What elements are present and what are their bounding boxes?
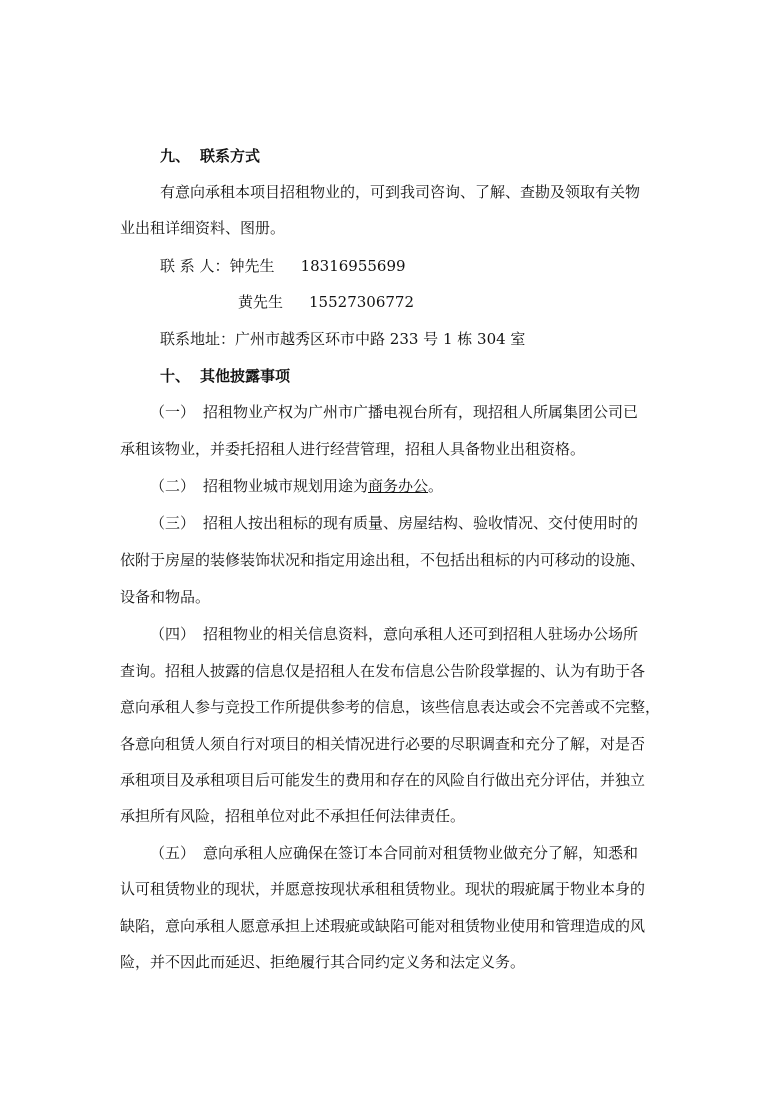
address-label: 联系地址： xyxy=(160,330,236,348)
section-9-number: 九、 xyxy=(160,147,191,165)
disclosure-item-4-line-6: 承担所有风险，招租单位对此不承担任何法律责任。 xyxy=(120,807,466,825)
contact-name: 钟先生 xyxy=(229,257,275,275)
disclosure-item-4-line-4: 各意向租赁人须自行对项目的相关情况进行必要的尽职调查和充分了解，对是否 xyxy=(120,735,646,753)
disclosure-item-3-line-1: （三） 招租人按出租标的现有质量、房屋结构、验收情况、交付使用时的 xyxy=(150,514,639,532)
disclosure-item-5-line-4: 险，并不因此而延迟、拒绝履行其合同约定义务和法定义务。 xyxy=(120,953,526,971)
disclosure-item-4-line-5: 承租项目及承租项目后可能发生的费用和存在的风险自行做出充分评估，并独立 xyxy=(120,771,646,789)
section-9-title: 联系方式 xyxy=(200,147,261,165)
disclosure-item-1-line-1: （一） 招租物业产权为广州市广播电视台所有，现招租人所属集团公司已 xyxy=(150,403,639,421)
address-value: 广州市越秀区环市中路 233 号 1 栋 304 室 xyxy=(235,330,526,348)
contact-row-2 xyxy=(238,292,414,312)
section-9-intro-line-1: 有意向承租本项目招租物业的，可到我司咨询、了解、查勘及领取有关物 xyxy=(160,183,641,201)
contact-name: 黄先生 xyxy=(238,293,284,311)
section-9-intro-line-2: 业出租详细资料、图册。 xyxy=(120,219,286,237)
contact-row-1 xyxy=(160,256,406,276)
item-marker: （三） xyxy=(150,514,196,532)
disclosure-item-5-line-1: （五） 意向承租人应确保在签订本合同前对租赁物业做充分了解，知悉和 xyxy=(150,844,639,862)
item-marker: （一） xyxy=(150,403,196,421)
usage-underlined: 商务办公 xyxy=(368,477,429,495)
disclosure-item-4-line-3: 意向承租人参与竞投工作所提供参考的信息，该些信息表达或会不完善或不完整， xyxy=(120,698,661,716)
address-row xyxy=(160,329,525,349)
item-marker: （四） xyxy=(150,625,196,643)
section-10-heading xyxy=(160,366,290,386)
contact-phone: 15527306772 xyxy=(309,293,414,311)
section-10-title: 其他披露事项 xyxy=(200,367,291,385)
disclosure-item-5-line-2: 认可租赁物业的现状，并愿意按现状承租租赁物业。现状的瑕疵属于物业本身的 xyxy=(120,880,646,898)
section-10-number: 十、 xyxy=(160,367,191,385)
contact-label: 联 系 人： xyxy=(160,257,230,275)
disclosure-item-4-line-2: 查询。招租人披露的信息仅是招租人在发布信息公告阶段掌握的、认为有助于各 xyxy=(120,662,646,680)
disclosure-item-2: （二） 招租物业城市规划用途为商务办公。 xyxy=(150,477,444,495)
disclosure-item-3-line-3: 设备和物品。 xyxy=(120,588,211,606)
section-9-heading xyxy=(160,146,260,166)
disclosure-item-1-line-2: 承租该物业，并委托招租人进行经营管理，招租人具备物业出租资格。 xyxy=(120,440,586,458)
disclosure-item-5-line-3: 缺陷，意向承租人愿意承担上述瑕疵或缺陷可能对租赁物业使用和管理造成的风 xyxy=(120,917,646,935)
disclosure-item-4-line-1: （四） 招租物业的相关信息资料，意向承租人还可到招租人驻场办公场所 xyxy=(150,625,639,643)
item-marker: （五） xyxy=(150,844,196,862)
contact-phone: 18316955699 xyxy=(300,257,406,275)
item-marker: （二） xyxy=(150,477,196,495)
disclosure-item-3-line-2: 依附于房屋的装修装饰状况和指定用途出租，不包括出租标的内可移动的设施、 xyxy=(120,551,646,569)
